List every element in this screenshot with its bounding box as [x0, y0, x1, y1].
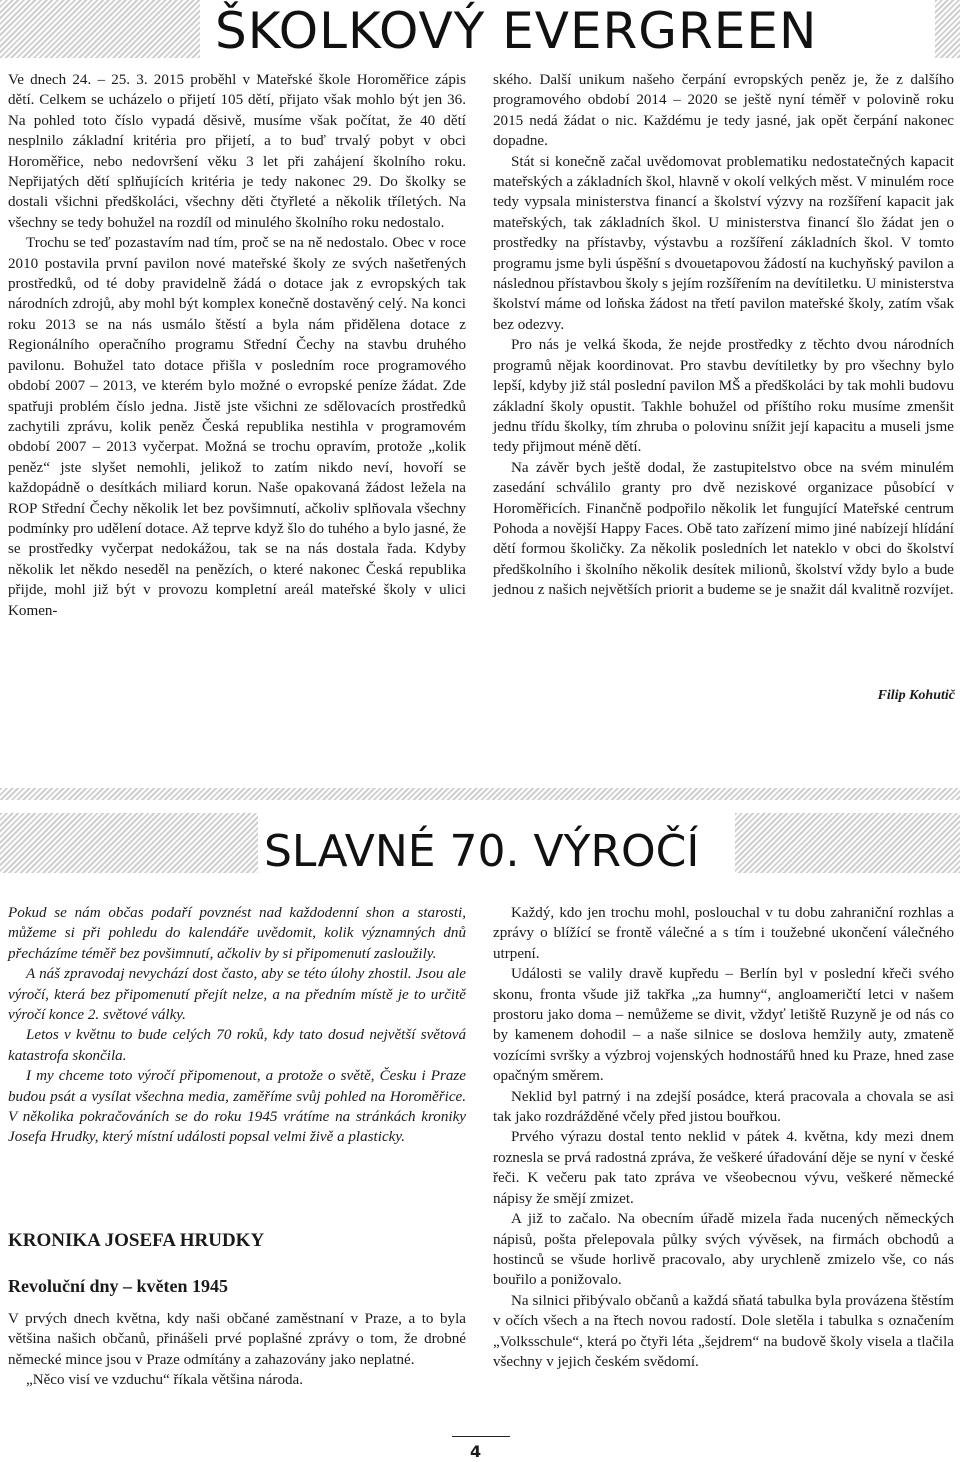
- chronicle-heading: KRONIKA JOSEFA HRUDKY: [8, 1230, 265, 1251]
- paragraph: Na závěr bych ještě dodal, že zastupitelstvo obce na svém minulém zasedání schválilo granty pro dvě neziskové organizace působící v Horoměřicích. Finančně podpořilo několik let fungující Mateřské centrum Pohoda a novější Happy Faces. Obě tato zařízení mimo jiné nabízejí hlídání dětí formou školičky. Za několik posledních let nateklo v obci do školství předškolního i školního několik desítek milionů, školství vždy bylo a bude jednou z našich největších priorit a budeme se je snažit dál kvalitně rozvíjet.: [493, 459, 954, 599]
- page-number-rule: [452, 1436, 510, 1437]
- paragraph: Letos v květnu to bude celých 70 roků, kdy tato dosud největší světová katastrofa skončila.: [8, 1027, 466, 1064]
- article-column-left: [8, 70, 466, 621]
- page-number: 4: [470, 1442, 482, 1461]
- section-title: SLAVNÉ 70. VÝROČÍ: [264, 826, 700, 877]
- header-hatch-right: [935, 0, 960, 58]
- paragraph: „Něco visí ve vzduchu“ říkala většina národa.: [26, 1372, 304, 1389]
- paragraph: ského. Další unikum našeho čerpání evropských peněz je, že z dalšího programového období 2014 – 2020 se ještě nyní téměř v polovině roku 2015 nedá žádat o nic. Každému je tedy jasné, jak opět čerpání nakonec dopadne.: [493, 72, 954, 150]
- paragraph: V prvých dnech května, kdy naši občané zaměstnaní v Praze, a to byla většina našich občanů, přinášeli prvé poplašné zprávy o tom, že drobné německé mince jsou v Praze odmítány a zahazovány jako neplatné.: [8, 1311, 466, 1368]
- header-hatch-left: [0, 0, 200, 58]
- paragraph: Každý, kdo jen trochu mohl, poslouchal v tu dobu zahraniční rozhlas a zprávy o blížící se frontě válečné a s tím i toužebné ukončení válečného utrpení.: [493, 905, 954, 962]
- chronicle-column-left: [8, 1309, 466, 1391]
- paragraph: Události se valily dravě kupředu – Berlín byl v poslední křeči svého skonu, fronta všude již takřka „za humny“, angloameričtí letci v našem prostoru jako doma – nemůžeme se divit, vždyť letiště Ruzyně je od nás co by kamenem dohodil – a naše silnice se doslova hemžily auty, zmateně vozícími svršky a výzbroj vojenských hodnostářů hned ku Praze, hned zase opačným směrem.: [493, 966, 954, 1085]
- author-signature: Filip Kohutič: [877, 688, 955, 703]
- intro-column: [8, 903, 466, 1148]
- paragraph: Stát si konečně začal uvědomovat problematiku nedostatečných kapacit mateřských a základních škol, hlavně v okolí velkých měst. V minulém roce tedy vypsala ministerstva financí a školství výzvy na rozšíření kapacit jak mateřských, tak základních škol. U ministerstva financí šlo žádat jen o prostředky na přístavby, výstavbu a rozšíření základních škol. V tomto programu jsme byli úspěšní s dvouetapovou žádostí na kuchyňský pavilon a následnou přístavbou školy s jejím rozšířením na devítiletku. U ministerstva školství máme od loňska žádost na třetí pavilon mateřské školy, zatím však bez odezvy.: [493, 153, 954, 333]
- paragraph: Neklid byl patrný i na zdejší posádce, která pracovala a chovala se asi tak jako rozdrážděné včely před jistou bouřkou.: [493, 1088, 954, 1126]
- chronicle-column-right: [493, 903, 954, 1372]
- chronicle-subheading: Revoluční dny – květen 1945: [8, 1276, 229, 1296]
- paragraph: Pro nás je velká škoda, že nejde prostředky z těchto dvou národních programů nějak koordinovat. Pro stavbu devítiletky by pro všechny bylo lepší, kdyby již stál poslední pavilon MŠ a předškoláci by tak mohli budovu základní školy opustit. Takhle bohužel od příštího roku musíme zmenšit jednu třídu školky, tím zhruba o polovinu snížit její kapacitu a museli jsme tedy přijmout méně dětí.: [493, 337, 954, 456]
- paragraph: A náš zpravodaj nevychází dost často, aby se této úlohy zhostil. Jsou ale výročí, která bez připomenutí přejít nelze, a na předním místě je to určitě výročí konce 2. světové války.: [8, 966, 466, 1024]
- section-hatch-right: [735, 813, 960, 873]
- section-hatch-left: [0, 813, 258, 873]
- paragraph: Trochu se teď pozastavím nad tím, proč se na ně nedostalo. Obec v roce 2010 postavila první pavilon nové mateřské školy ze svých našetřených prostředků, od té doby pravidelně žádá o dotace jak z evropských tak národních zdrojů, aby mohl být komplex konečně dostavěný celý. Na konci roku 2013 se na nás usmálo štěstí a byla nám přidělena dotace z Regionálního operačního programu Střední Čechy na stavbu druhého pavilonu. Bohužel tato dotace přišla v posledním roce programového období 2007 – 2013, ve kterém bylo možné o evropské peníze žádat. Zde spatřuji problém číslo jedna. Jistě jste všichni ze sdělovacích prostředků zachytili zprávu, kolik peněz Česká republika nestihla v programovém období 2007 – 2013 vyčerpat. Možná se trochu opravím, protože „kolik peněz“ jste slyšet nemohli, jelikož to zatím nikdo neví, hovoří se každopádně o desítkách miliard korun. Naše opakovaná žádost ležela na ROP Střední Čechy několik let bez povšimnutí, ačkoliv splňovala všechny podmínky pro udělení dotace. Až teprve když šlo do tuhého a bylo jasné, že se prostředky vyčerpat nedokážou, tak se na nás dostala řada. Kdyby několik let někdo neseděl na penězích, o které nakonec Česká republika přijde, mohl již být v provozu kompletní areál mateřské školy v ulici Komen-: [8, 235, 466, 619]
- paragraph: Na silnici přibývalo občanů a každá sňatá tabulka byla provázena štěstím v očích všech a na řtech novou radostí. Dole sletěla i tabulka s označením „Volksschule“, která po čtyři léta „šejdrem“ na budově školy visela a tlačila všechny v jejich českém svědomí.: [493, 1292, 954, 1370]
- paragraph: A již to začalo. Na obecním úřadě mizela řada nucených německých nápisů, pošta přelepovala půlky svých vývěsek, na firmách obchodů a hostinců se všude horlivě pracovalo, aby urychleně zmizelo vše, co nás bouřilo a ponižovalo.: [493, 1211, 954, 1289]
- paragraph: Prvého výrazu dostal tento neklid v pátek 4. května, kdy mezi dnem roznesla se prvá radostná zpráva, že veškeré úřadování děje se nyní v české řeči. K večeru pak tato zpráva ve všeobecnou vývu, veškeré německé nápisy že smějí zmizet.: [493, 1129, 954, 1207]
- paragraph: I my chceme toto výročí připomenout, a protože o světě, Česku i Praze budou psát a vysílat všechna media, zaměříme svůj pohled na Horoměřice. V několika pokračováních se do roku 1945 vrátíme na stránkách kroniky Josefa Hrudky, který místní události popsal velmi živě a plasticky.: [8, 1068, 466, 1146]
- article-title: ŠKOLKOVÝ EVERGREEN: [215, 2, 818, 60]
- paragraph: Ve dnech 24. – 25. 3. 2015 proběhl v Mateřské škole Horoměřice zápis dětí. Celkem se ucházelo o přijetí 105 dětí, přijato však mohlo být jen 36. Na pohled toto číslo vypadá děsivě, musíme však počítat, že 40 dětí nesplnilo základní kritéria pro přijetí, a to buď trvalý pobyt v obci Horoměřice, nebo nedovršení věku 3 let při zahájení školního roku. Nepřijatých dětí splňujících kritéria je tedy nakonec 29. Do školky se dostali všichni předškoláci, všechny děti čtyřleté a několik tříletých. Na všechny se tedy bohužel na rozdíl od minulého školního roku nedostalo.: [8, 72, 466, 231]
- divider-band: [0, 788, 960, 800]
- article-column-right: [493, 70, 954, 601]
- paragraph: Pokud se nám občas podaří povznést nad každodenní shon a starosti, můžeme si při pohledu do kalendáře uvědomit, kolik významných dnů přecházíme téměř bez povšimnutí, ačkoliv by si připomenutí zasloužily.: [8, 905, 466, 962]
